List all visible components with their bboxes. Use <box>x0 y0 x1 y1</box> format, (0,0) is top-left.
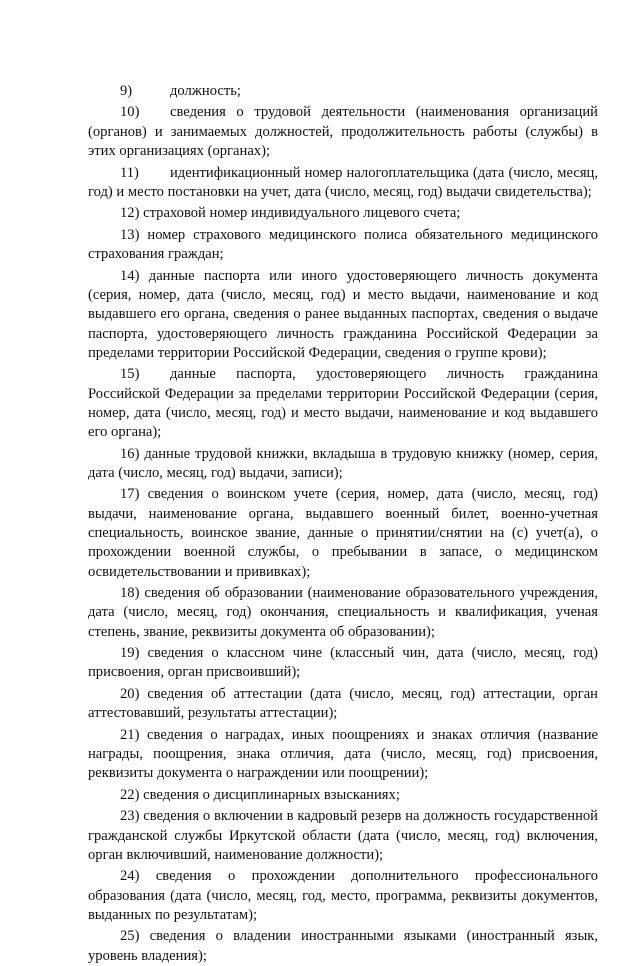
list-item-14 <box>88 267 598 363</box>
item-text: сведения о владении иностранными языками (иностранный язык, уровень владения); <box>88 928 598 964</box>
item-text: сведения о прохождении дополнительного профессионального образования (дата (число, месяц, год, место, программа, реквизиты документов, выданных по результатам); <box>88 868 598 923</box>
list-item-21 <box>88 726 598 784</box>
item-text: номер страхового медицинского полиса обязательного медицинского страхования граждан; <box>88 226 598 263</box>
item-text: данные трудовой книжки, вкладыша в трудовую книжку (номер, серия, дата (число, месяц, год) выдачи, записи); <box>88 445 598 481</box>
list-item-17 <box>88 485 598 581</box>
item-text: сведения об образовании (наименование образовательного учреждения, дата (число, месяц, год) окончания, специальность и квалификация, ученая степень, звание, реквизиты документа об образовании); <box>88 585 598 640</box>
list-item-20 <box>88 685 598 724</box>
list-item-16 <box>88 445 598 484</box>
list-item-12 <box>88 204 598 223</box>
item-number: 22) <box>120 786 140 803</box>
list-item-11 <box>88 164 598 203</box>
item-number: 17) <box>120 486 140 503</box>
item-text: должность; <box>170 83 241 99</box>
item-number: 12) <box>120 205 140 222</box>
item-text: данные паспорта или иного удостоверяющего личность документа (серия, номер, дата (число, месяц, год) и место выдачи, наименование и код выдавшего его органа, сведения о ранее выданных паспортах, сведения о выдаче паспорта, удостоверяющего личность гражданина Российской Федерации за пределами территории Российской Федерации, сведения о группе крови); <box>88 267 598 361</box>
list-item-15 <box>88 365 598 442</box>
item-number: 25) <box>120 928 140 945</box>
item-text: сведения о наградах, иных поощрениях и знаках отличия (название награды, поощрения, знака отличия, дата (число, месяц, год) присвоения, реквизиты документа о награждении или поощрении); <box>88 726 598 782</box>
item-number: 20) <box>120 685 140 702</box>
item-number: 10) <box>120 104 140 121</box>
item-number: 11) <box>120 164 139 181</box>
item-number: 19) <box>120 645 140 662</box>
list-item-22 <box>88 786 598 805</box>
item-number: 24) <box>120 868 140 885</box>
list-item-13 <box>88 226 598 265</box>
item-text: сведения о трудовой деятельности (наименования организаций (органов) и занимаемых должностей, продолжительность работы (службы) в этих организациях (органах); <box>88 104 598 160</box>
item-text: сведения о классном чине (классный чин, дата (число, месяц, год) присвоения, орган присвоивший); <box>88 645 598 681</box>
list-item-9 <box>88 82 598 101</box>
list-item-24 <box>88 867 598 925</box>
list-item-19 <box>88 644 598 683</box>
item-text: сведения об аттестации (дата (число, месяц, год) аттестации, орган аттестовавший, результаты аттестации); <box>88 685 598 722</box>
item-text: сведения о дисциплинарных взысканиях; <box>143 786 400 803</box>
item-number: 15) <box>120 366 140 383</box>
item-text: данные паспорта, удостоверяющего личность гражданина Российской Федерации за пределами территории Российской Федерации (серия, номер, дата (число, месяц, год) и место выдачи, наименование и код выдавшего его органа); <box>88 366 598 441</box>
item-text: идентификационный номер налогоплательщика (дата (число, месяц, год) и место постановки на учет, дата (число, месяц, год) выдачи свидетельства); <box>88 164 598 200</box>
item-text: страховой номер индивидуального лицевого счета; <box>143 205 461 222</box>
item-number: 9) <box>120 83 133 99</box>
list-item-18 <box>88 584 598 642</box>
item-number: 13) <box>120 226 140 243</box>
item-text: сведения о включении в кадровый резерв на должность государственной гражданской службы Иркутской области (дата (число, месяц, год) включения, орган включивший, наименование должности); <box>88 808 598 863</box>
item-number: 14) <box>120 267 140 284</box>
item-text: сведения о воинском учете (серия, номер, дата (число, месяц, год) выдачи, наименование органа, выдавшего военный билет, военно-учетная специальность, воинское звание, данные о принятии/снятии на (с) учет(а), о прохождении военной службы, о пребывании в запасе, о медицинском освидетельствовании и прививках); <box>88 486 598 580</box>
list-item-10 <box>88 103 598 161</box>
item-number: 16) <box>120 445 140 462</box>
list-item-23 <box>88 807 598 865</box>
item-number: 23) <box>120 808 140 825</box>
list-item-25 <box>88 927 598 966</box>
item-number: 18) <box>120 585 140 602</box>
item-number: 21) <box>120 726 140 743</box>
